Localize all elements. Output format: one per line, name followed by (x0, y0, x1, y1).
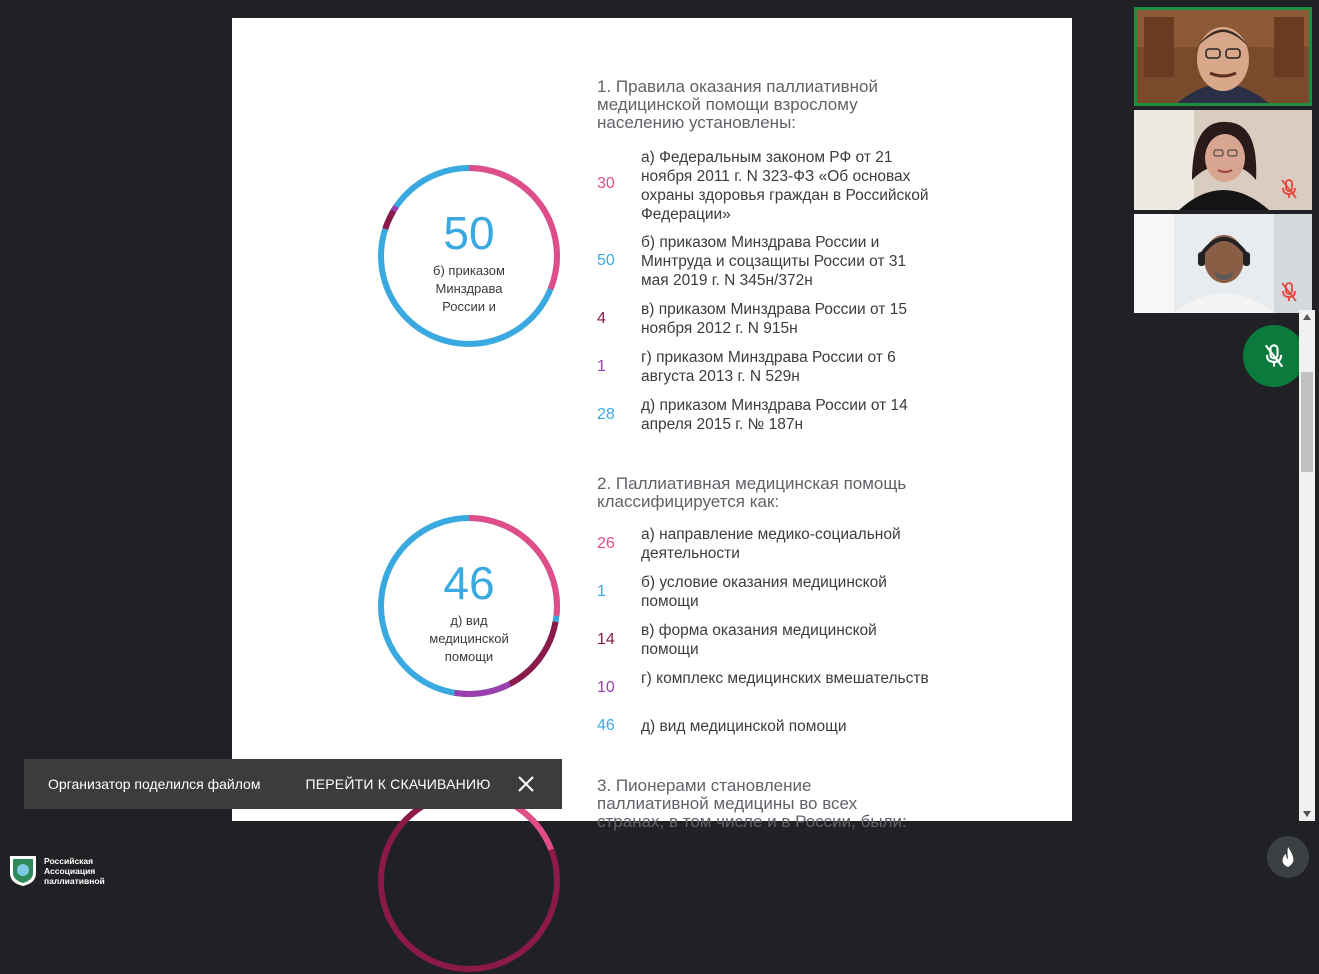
option-text: д) вид медицинской помощи (641, 718, 847, 735)
vertical-scrollbar[interactable] (1299, 310, 1315, 821)
logo-line-1: Российская (44, 856, 94, 866)
toast-message: Организатор поделился файлом (48, 776, 261, 792)
scroll-down-arrow-icon[interactable] (1303, 811, 1311, 817)
microphone-toggle-button[interactable] (1243, 325, 1305, 387)
option-text: б) приказом Минздрава России и Минтруда и соцзащиты России от 31 мая 2019 г. N 345н/372н (641, 234, 907, 289)
question-3-donut-chart (376, 788, 562, 974)
mic-off-icon (1263, 343, 1285, 369)
option-text: б) условие оказания медицинской помощи (641, 574, 887, 610)
question-2-donut-center (376, 558, 562, 666)
flame-icon (1279, 846, 1297, 868)
option-count: 4 (597, 310, 606, 327)
organization-logo (8, 853, 105, 887)
option-text: а) Федеральным законом РФ от 21 ноября 2011 г. N 323-ФЗ «Об основах охраны здоровья граждан в Российской Федерации» (641, 149, 929, 223)
option-count: 30 (597, 175, 615, 192)
option-text: в) форма оказания медицинской помощи (641, 622, 877, 658)
option-text: а) направление медико-социальной деятельности (641, 526, 901, 562)
option-count: 1 (597, 358, 606, 375)
logo-line-3: паллиативной (44, 876, 105, 886)
question-1-leading-count: 50 (443, 207, 495, 259)
go-to-download-button[interactable]: ПЕРЕЙТИ К СКАЧИВАНИЮ (305, 776, 491, 792)
option-count: 28 (597, 406, 615, 423)
question-2-leading-label: д) вид медицинской помощи (429, 613, 509, 664)
option-count: 10 (597, 679, 615, 696)
file-shared-toast (24, 759, 562, 809)
participant-video (1134, 7, 1312, 106)
scroll-up-arrow-icon[interactable] (1303, 314, 1311, 320)
effects-button[interactable] (1267, 836, 1309, 878)
close-icon[interactable] (516, 774, 536, 794)
question-2-leading-count: 46 (443, 557, 495, 609)
question-1-title: 1. Правила оказания паллиативной медицинской помощи взрослому населению установлены: (597, 77, 878, 132)
option-count: 1 (597, 583, 606, 600)
logo-line-2: Ассоциация (44, 866, 96, 876)
shared-slide (232, 18, 1072, 831)
option-count: 26 (597, 535, 615, 552)
question-2-title: 2. Паллиативная медицинская помощь классифицируется как: (597, 474, 907, 511)
question-3-title: 3. Пионерами становление паллиативной медицины во всех странах, в том числе и в России, были: (597, 776, 907, 831)
mic-off-icon (1280, 178, 1298, 200)
question-1-leading-label: б) приказом Минздрава России и (433, 263, 505, 314)
participant-tile-3[interactable] (1134, 214, 1312, 313)
option-text: д) приказом Минздрава России от 14 апреля 2015 г. № 187н (641, 397, 908, 433)
logo-emblem-icon (8, 853, 38, 887)
scrollbar-thumb[interactable] (1301, 372, 1313, 472)
option-count: 50 (597, 252, 615, 269)
option-count: 14 (597, 631, 615, 648)
participant-tile-active-speaker[interactable] (1134, 7, 1312, 106)
option-text: в) приказом Минздрава России от 15 ноября 2012 г. N 915н (641, 301, 907, 337)
mic-off-icon (1280, 281, 1298, 303)
question-1-donut-center (376, 208, 562, 316)
option-text: г) комплекс медицинских вмешательств (641, 670, 929, 687)
option-count: 46 (597, 717, 615, 734)
option-text: г) приказом Минздрава России от 6 августа 2013 г. N 529н (641, 349, 896, 385)
participant-tile-2[interactable] (1134, 110, 1312, 210)
